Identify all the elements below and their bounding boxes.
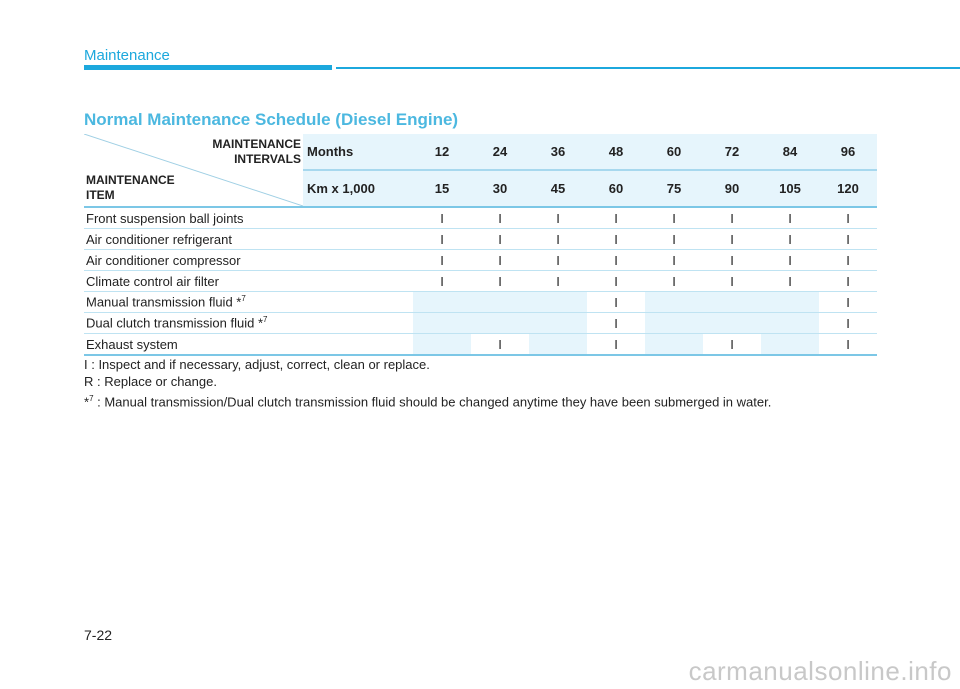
interval-mark: I (703, 334, 761, 356)
interval-mark: I (413, 229, 471, 250)
interval-mark: I (413, 271, 471, 292)
table-row (84, 250, 877, 271)
item-name: Air conditioner refrigerant (84, 229, 413, 250)
interval-mark: I (819, 334, 877, 356)
section-label: Maintenance (84, 47, 170, 64)
interval-mark: I (703, 271, 761, 292)
item-name: Dual clutch transmission fluid *$^7$ (84, 313, 413, 334)
interval-mark (645, 334, 703, 356)
interval-mark: I (645, 207, 703, 229)
interval-mark: I (529, 271, 587, 292)
table-row (84, 229, 877, 250)
interval-mark: I (819, 229, 877, 250)
interval-mark (413, 292, 471, 313)
months-cell: 72 (703, 134, 761, 170)
interval-mark (529, 292, 587, 313)
interval-mark: I (819, 313, 877, 334)
interval-mark: I (587, 334, 645, 356)
months-cell: 12 (413, 134, 471, 170)
item-name: Front suspension ball joints (84, 207, 413, 229)
interval-mark: I (819, 207, 877, 229)
watermark: carmanualsonline.info (688, 656, 952, 686)
interval-mark: I (819, 250, 877, 271)
interval-mark (761, 313, 819, 334)
table-row (84, 334, 877, 356)
km-cell: 75 (645, 170, 703, 207)
interval-mark: I (413, 207, 471, 229)
page-title: Normal Maintenance Schedule (Diesel Engine) (84, 110, 459, 129)
km-cell: 120 (819, 170, 877, 207)
table-row (84, 292, 877, 313)
maintenance-schedule-table (84, 134, 877, 356)
km-cell: 105 (761, 170, 819, 207)
interval-mark: I (471, 250, 529, 271)
months-cell: 84 (761, 134, 819, 170)
interval-mark (703, 313, 761, 334)
interval-mark (529, 334, 587, 356)
item-name: Exhaust system (84, 334, 413, 356)
interval-mark: I (587, 229, 645, 250)
intervals-label: MAINTENANCE INTERVALS (212, 137, 301, 166)
months-cell: 48 (587, 134, 645, 170)
km-cell: 45 (529, 170, 587, 207)
interval-mark: I (587, 271, 645, 292)
interval-mark: I (471, 229, 529, 250)
interval-mark: I (413, 250, 471, 271)
interval-mark: I (529, 229, 587, 250)
item-name: Manual transmission fluid *$^7$ (84, 292, 413, 313)
interval-mark (645, 292, 703, 313)
interval-mark: I (529, 250, 587, 271)
km-cell: 90 (703, 170, 761, 207)
header-rule-thin (336, 67, 960, 69)
interval-mark: I (471, 334, 529, 356)
note-replace: R : Replace or change. (84, 374, 217, 389)
interval-mark: I (703, 207, 761, 229)
table-corner-header (84, 134, 303, 207)
interval-mark: I (703, 250, 761, 271)
interval-mark (761, 292, 819, 313)
interval-mark: I (761, 229, 819, 250)
note-footnote: *$^7$ : Manual transmission/Dual clutch transmission fluid should be changed anytime they have been submerged in water. (84, 394, 772, 410)
item-name: Climate control air filter (84, 271, 413, 292)
months-cell: 24 (471, 134, 529, 170)
notes (84, 356, 771, 410)
header-rule-thick (84, 65, 332, 70)
interval-mark: I (587, 207, 645, 229)
page-number: 7-22 (84, 627, 113, 643)
km-cell: 15 (413, 170, 471, 207)
note-inspect: I : Inspect and if necessary, adjust, correct, clean or replace. (84, 357, 430, 372)
interval-mark (529, 313, 587, 334)
table-row (84, 271, 877, 292)
interval-mark: I (645, 229, 703, 250)
item-name: Air conditioner compressor (84, 250, 413, 271)
interval-mark: I (645, 271, 703, 292)
months-header-row (84, 134, 877, 170)
item-label: MAINTENANCE ITEM (86, 173, 175, 202)
interval-mark: I (529, 207, 587, 229)
interval-mark: I (761, 207, 819, 229)
months-cell: 96 (819, 134, 877, 170)
interval-mark: I (819, 292, 877, 313)
months-cell: 60 (645, 134, 703, 170)
interval-mark: I (587, 292, 645, 313)
interval-mark: I (645, 250, 703, 271)
interval-mark: I (819, 271, 877, 292)
km-cell: 30 (471, 170, 529, 207)
interval-mark (471, 292, 529, 313)
interval-mark (761, 334, 819, 356)
interval-mark: I (471, 207, 529, 229)
interval-mark: I (587, 250, 645, 271)
table-row (84, 313, 877, 334)
interval-mark: I (761, 271, 819, 292)
interval-mark (703, 292, 761, 313)
km-label: Km x 1,000 (303, 170, 413, 207)
interval-mark: I (471, 271, 529, 292)
interval-mark (413, 334, 471, 356)
months-label: Months (303, 134, 413, 170)
interval-mark (471, 313, 529, 334)
interval-mark: I (587, 313, 645, 334)
interval-mark: I (761, 250, 819, 271)
interval-mark (413, 313, 471, 334)
interval-mark (645, 313, 703, 334)
table-row (84, 207, 877, 229)
interval-mark: I (703, 229, 761, 250)
months-cell: 36 (529, 134, 587, 170)
km-cell: 60 (587, 170, 645, 207)
